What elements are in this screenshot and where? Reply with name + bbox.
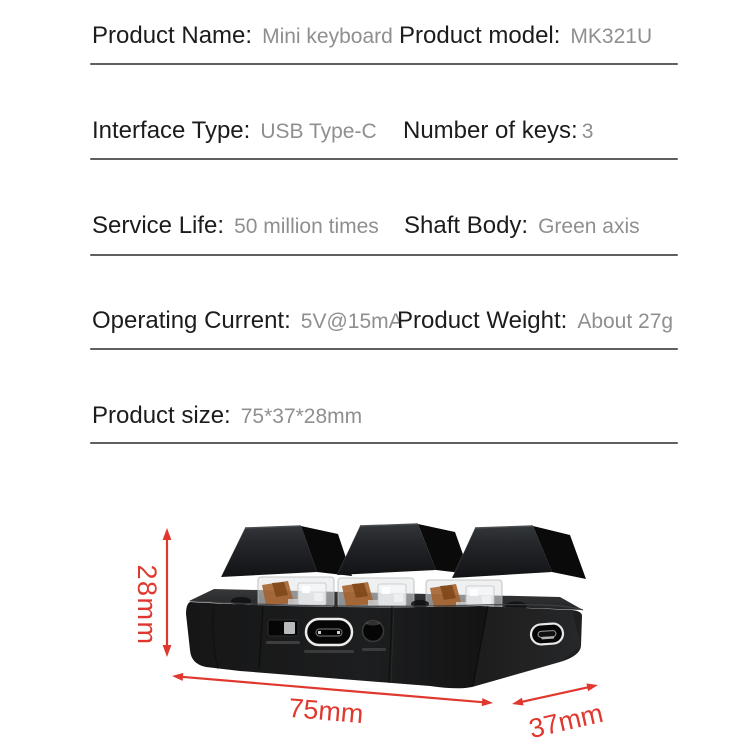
spec-value: MK321U [570, 25, 653, 48]
key-switch [258, 577, 334, 607]
spec-label: Product Name: [92, 22, 253, 49]
spec-label: Shaft Body: [404, 212, 529, 239]
spec-value: 50 million times [234, 215, 379, 238]
front-panel-marking [304, 650, 354, 653]
front-panel-marking [362, 648, 386, 651]
spec-label: Product model: [399, 22, 561, 49]
dimension-depth [512, 684, 606, 745]
usb-c-port-side [530, 623, 563, 645]
spec-label: Product size: [92, 402, 231, 429]
spec-value: USB Type-C [260, 120, 377, 143]
spec-value: 3 [581, 120, 594, 143]
spec-value: 5V@15mA [300, 310, 403, 333]
spec-label: Operating Current: [92, 307, 291, 334]
spec-value: Green axis [538, 215, 640, 238]
spec-label: Service Life: [92, 212, 225, 239]
spec-value: 75*37*28mm [240, 405, 363, 428]
key-switch [338, 578, 414, 608]
dimension-label-height: 28mm [132, 564, 162, 646]
dimension-label-width: 75mm [287, 692, 365, 730]
spec-label: Product Weight: [397, 307, 568, 334]
keycap [452, 526, 586, 579]
keyboard-base [186, 601, 583, 688]
dimension-label-depth: 37mm [526, 697, 606, 745]
front-panel-marking [266, 641, 300, 644]
spec-label: Number of keys: [403, 117, 578, 144]
keycap [337, 524, 470, 575]
spec-label: Interface Type: [92, 117, 251, 144]
dimension-height [132, 528, 171, 657]
keycap [221, 526, 352, 577]
spec-value: Mini keyboard [262, 25, 393, 48]
spec-value: About 27g [577, 310, 674, 333]
